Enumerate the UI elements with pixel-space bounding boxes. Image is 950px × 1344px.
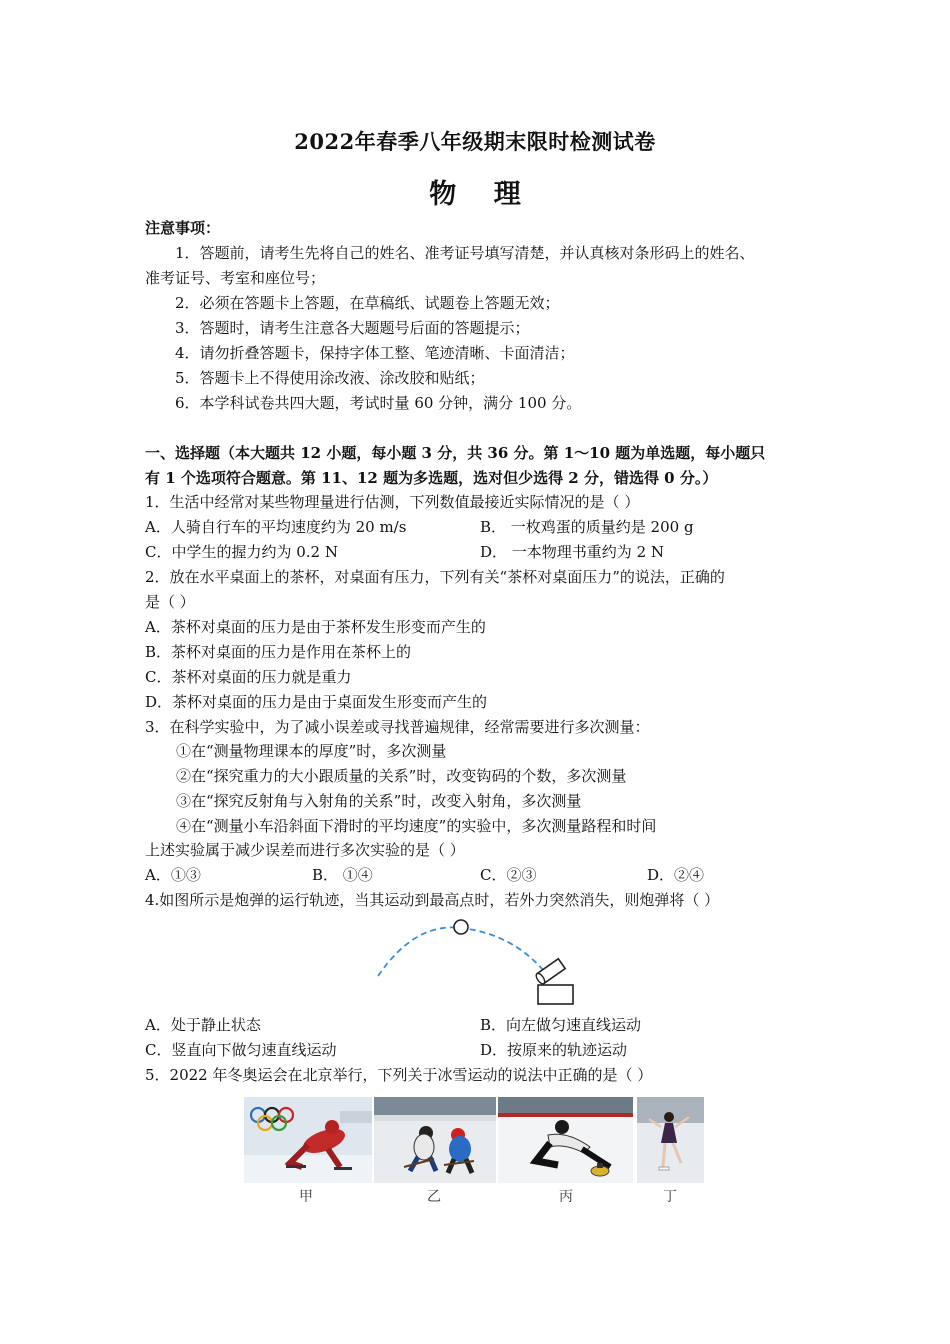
q3-statement: ②在“探究重力的大小跟质量的关系”时，改变钩码的个数，多次测量 bbox=[176, 767, 627, 785]
question-2-stem: 2．放在水平桌面上的茶杯，对桌面有压力，下列有关“茶杯对桌面压力”的说法，正确的 bbox=[145, 568, 725, 586]
cannonball bbox=[454, 920, 468, 934]
q2-option-c: C．茶杯对桌面的压力就是重力 bbox=[145, 668, 352, 686]
q3-statement: ③在“探究反射角与入射角的关系”时，改变入射角，多次测量 bbox=[176, 792, 582, 810]
photo-caption: 丙 bbox=[559, 1189, 573, 1205]
q3-option-b: B． ①④ bbox=[312, 866, 373, 884]
notice-item: 3．答题时，请考生注意各大题题号后面的答题提示； bbox=[175, 319, 530, 337]
photo-caption: 乙 bbox=[427, 1189, 441, 1205]
q4-option-d: D．按原来的轨迹运动 bbox=[480, 1041, 628, 1059]
cannon-trajectory-figure bbox=[370, 914, 585, 1010]
cannon-barrel bbox=[535, 959, 566, 985]
photo-caption: 甲 bbox=[299, 1189, 313, 1205]
notice-item: 6．本学科试卷共四大题，考试时量 60 分钟，满分 100 分。 bbox=[175, 394, 582, 412]
notice-item: 2．必须在答题卡上答题，在草稿纸、试题卷上答题无效； bbox=[175, 294, 560, 312]
cannon-base bbox=[538, 985, 573, 1004]
question-2-stem: 是（ ） bbox=[145, 593, 195, 611]
q3-statement: ①在“测量物理课本的厚度”时，多次测量 bbox=[176, 742, 447, 760]
notice-item: 4．请勿折叠答题卡，保持字体工整、笔迹清晰、卡面清洁； bbox=[175, 344, 575, 362]
figure-skating-photo bbox=[637, 1097, 704, 1183]
q3-option-d: D．②④ bbox=[647, 866, 705, 884]
notice-item: 5．答题卡上不得使用涂改液、涂改胶和贴纸； bbox=[175, 369, 485, 387]
trajectory-arc bbox=[378, 927, 548, 976]
section-heading: 有 1 个选项符合题意。第 11、12 题为多选题，选对但少选得 2 分，错选得 0 分。） bbox=[145, 469, 718, 487]
question-5-stem: 5．2022 年冬奥运会在北京举行，下列关于冰雪运动的说法中正确的是（ ） bbox=[145, 1066, 653, 1084]
question-4-stem: 4.如图所示是炮弹的运行轨迹，当其运动到最高点时，若外力突然消失，则炮弹将（ ） bbox=[145, 891, 720, 909]
q3-statement: ④在“测量小车沿斜面下滑时的平均速度”的实验中，多次测量路程和时间 bbox=[176, 817, 657, 835]
q2-option-b: B．茶杯对桌面的压力是作用在茶杯上的 bbox=[145, 643, 412, 661]
speed-skating-photo bbox=[244, 1097, 372, 1183]
q3-option-c: C．②③ bbox=[480, 866, 537, 884]
notice-item: 1．答题前，请考生先将自己的姓名、准考证号填写清楚，并认真核对条形码上的姓名、 bbox=[175, 244, 755, 262]
q1-option-a: A．人骑自行车的平均速度约为 20 m/s bbox=[145, 518, 407, 536]
notice-heading: 注意事项： bbox=[145, 219, 221, 237]
exam-title: 2022年春季八年级期末限时检测试卷 bbox=[294, 129, 656, 154]
exam-subject: 物 理 bbox=[429, 179, 521, 210]
q2-option-d: D．茶杯对桌面的压力是由于桌面发生形变而产生的 bbox=[145, 693, 488, 711]
q1-option-d: D． 一本物理书重约为 2 N bbox=[480, 543, 664, 561]
question-3-stem: 3．在科学实验中，为了减小误差或寻找普遍规律，经常需要进行多次测量： bbox=[145, 718, 650, 736]
curling-photo bbox=[498, 1097, 633, 1183]
photo-caption: 丁 bbox=[663, 1189, 677, 1205]
q3-option-a: A．①③ bbox=[145, 866, 201, 884]
q2-option-a: A．茶杯对桌面的压力是由于茶杯发生形变而产生的 bbox=[145, 618, 486, 636]
question-1-stem: 1．生活中经常对某些物理量进行估测，下列数值最接近实际情况的是（ ） bbox=[145, 493, 640, 511]
q4-option-a: A．处于静止状态 bbox=[145, 1016, 261, 1034]
ice-hockey-photo bbox=[374, 1097, 496, 1183]
section-heading: 一、选择题（本大题共 12 小题，每小题 3 分，共 36 分。第 1～10 题为单选题，每小题只 bbox=[145, 444, 766, 462]
q1-option-c: C．中学生的握力约为 0.2 N bbox=[145, 543, 338, 561]
q3-ask: 上述实验属于减少误差而进行多次实验的是（ ） bbox=[145, 841, 465, 859]
q4-option-c: C．竖直向下做匀速直线运动 bbox=[145, 1041, 337, 1059]
notice-item: 准考证号、考室和座位号； bbox=[145, 269, 326, 287]
q4-option-b: B．向左做匀速直线运动 bbox=[480, 1016, 642, 1034]
q1-option-b: B． 一枚鸡蛋的质量约是 200 g bbox=[480, 518, 694, 536]
